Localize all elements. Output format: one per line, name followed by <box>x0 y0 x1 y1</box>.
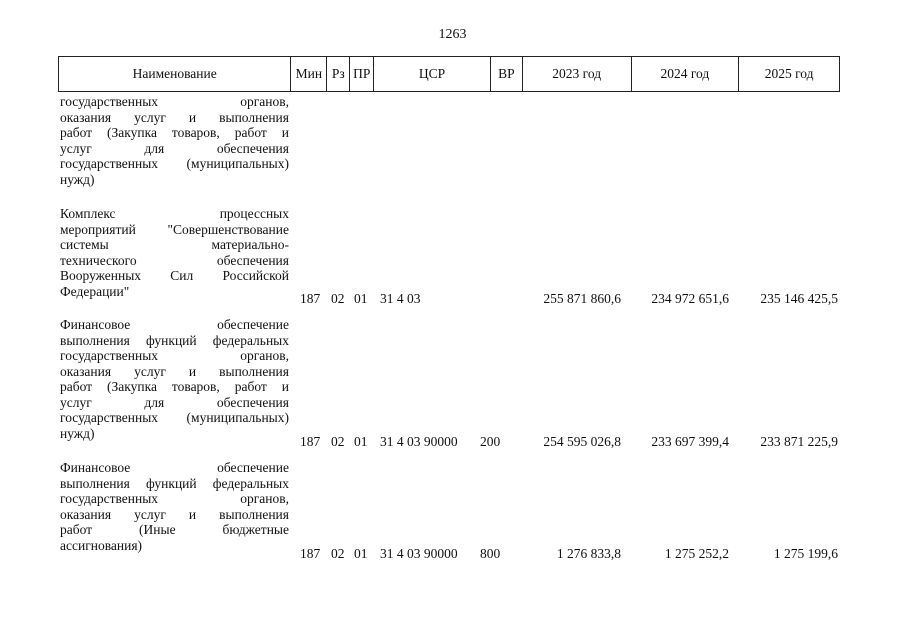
cell-pr: 01 <box>354 434 368 449</box>
row-name <box>60 94 289 187</box>
cell-vr: 800 <box>480 546 501 561</box>
cell-vr: 200 <box>480 434 501 449</box>
cell-csr: 31 4 03 90000 <box>380 546 458 561</box>
cell-rz: 02 <box>331 291 345 306</box>
row-name-line: государственных органов, <box>60 94 289 109</box>
row-name-line: нужд) <box>60 171 95 187</box>
cell-min: 187 <box>300 291 321 306</box>
row-name-line: Федерации" <box>60 283 130 299</box>
column-header-csr: ЦСР <box>374 57 491 91</box>
cell-2025: 235 146 425,5 <box>760 291 838 306</box>
cell-pr: 01 <box>354 546 368 561</box>
row-name-line: услуг для обеспечения <box>60 140 289 156</box>
row-name-line: государственных органов, <box>60 348 289 363</box>
row-name-line: выполнения функций федеральных <box>60 332 289 348</box>
column-header-2024: 2024 год <box>632 57 740 91</box>
row-name-line: оказания услуг и выполнения <box>60 363 289 379</box>
cell-csr: 31 4 03 <box>380 291 421 306</box>
row-name-line: выполнения функций федеральных <box>60 475 289 491</box>
cell-2025: 233 871 225,9 <box>760 434 838 449</box>
table-header <box>58 56 840 92</box>
column-header-min: Мин <box>291 57 327 91</box>
row-name-line: Вооруженных Сил Российской <box>60 268 289 283</box>
row-name-line: Финансовое обеспечение <box>60 460 289 475</box>
row-name-line: услуг для обеспечения <box>60 394 289 410</box>
cell-2024: 234 972 651,6 <box>651 291 729 306</box>
row-values <box>58 546 840 562</box>
column-header-2025: 2025 год <box>764 66 814 81</box>
cell-rz: 02 <box>331 434 345 449</box>
row-name-line: работ (Закупка товаров, работ и <box>60 125 289 140</box>
row-name <box>60 460 289 553</box>
row-values <box>58 434 840 450</box>
row-name-line: работ (Иные бюджетные <box>60 522 289 537</box>
row-name-line: государственных (муниципальных) <box>60 410 289 425</box>
page-number: 1263 <box>438 27 467 42</box>
cell-2023: 254 595 026,8 <box>543 434 621 449</box>
row-values <box>58 291 840 307</box>
row-name-line: мероприятий "Совершенствование <box>60 221 289 237</box>
cell-2024: 233 697 399,4 <box>651 434 729 449</box>
cell-rz: 02 <box>331 546 345 561</box>
row-name-line: государственных органов, <box>60 491 289 506</box>
row-name <box>60 206 289 299</box>
cell-min: 187 <box>300 434 321 449</box>
row-name-line: оказания услуг и выполнения <box>60 109 289 125</box>
column-header-rz: Рз <box>327 57 350 91</box>
cell-min: 187 <box>300 546 321 561</box>
cell-2023: 1 276 833,8 <box>556 546 621 561</box>
row-name-line: ассигнования) <box>60 537 143 553</box>
cell-2023: 255 871 860,6 <box>543 291 621 306</box>
row-name-line: нужд) <box>60 425 95 441</box>
column-header-pr: ПР <box>350 57 374 91</box>
row-name-line: Финансовое обеспечение <box>60 317 289 332</box>
row-name-line: оказания услуг и выполнения <box>60 506 289 522</box>
cell-2024: 1 275 252,2 <box>664 546 729 561</box>
column-header-2023: 2023 год <box>523 57 632 91</box>
column-header-name: Наименование <box>59 57 291 91</box>
row-name <box>60 317 289 441</box>
row-name-line: технического обеспечения <box>60 252 289 268</box>
cell-2025: 1 275 199,6 <box>773 546 838 561</box>
column-header-vr: ВР <box>491 57 523 91</box>
row-name-line: системы материально- <box>60 237 289 252</box>
row-name-line: Комплекс процессных <box>60 206 289 221</box>
cell-pr: 01 <box>354 291 368 306</box>
row-name-line: государственных (муниципальных) <box>60 156 289 171</box>
cell-csr: 31 4 03 90000 <box>380 434 458 449</box>
row-name-line: работ (Закупка товаров, работ и <box>60 379 289 394</box>
